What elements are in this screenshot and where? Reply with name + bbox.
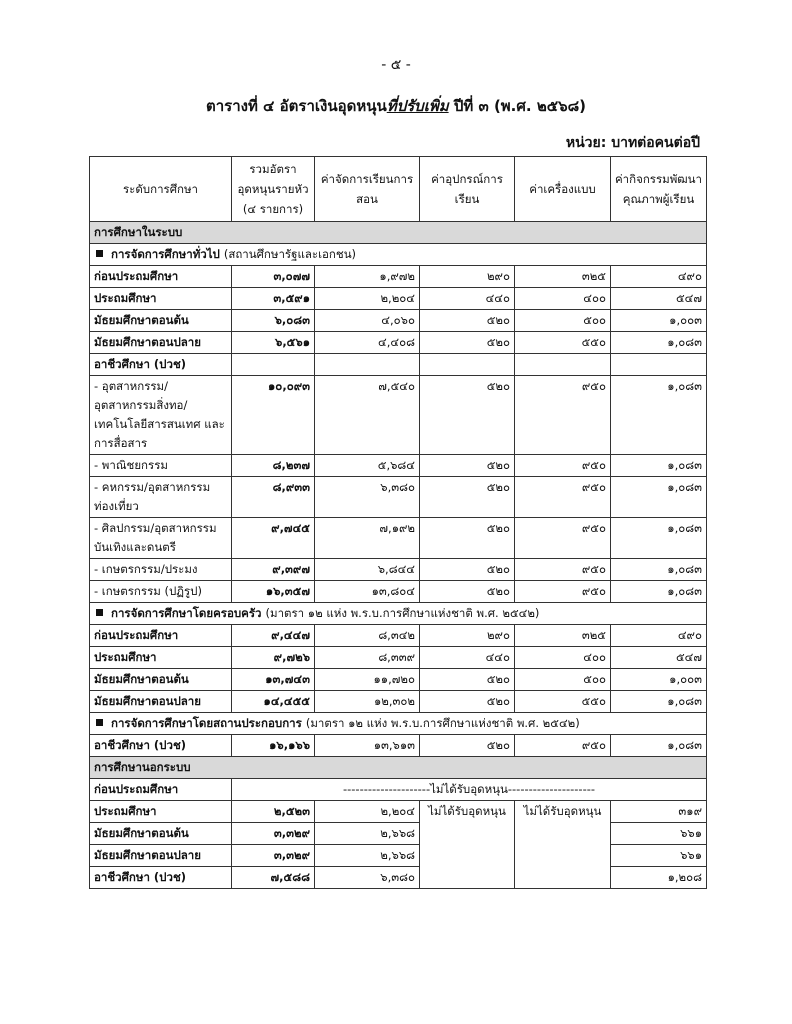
cell-total: ๓,๓๒๙ xyxy=(232,823,315,845)
subsection-general xyxy=(90,244,707,266)
row-level: ก่อนประถมศึกษา xyxy=(90,779,232,801)
cell-activities: ๑,๐๘๓ xyxy=(611,691,707,713)
cell-activities: ๓๑๙ xyxy=(611,801,707,823)
subsection-family-title: การจัดการศึกษาโดยครอบครัว xyxy=(111,606,262,620)
row-level: - เกษตรกรรม (ปฏิรูป) xyxy=(90,581,232,603)
cell-tuition: ๒,๖๖๘ xyxy=(315,823,420,845)
table-row xyxy=(90,518,707,559)
materials-not-funded: ไม่ได้รับอุดหนุน xyxy=(420,801,515,889)
cell-total: ๑๓,๗๔๓ xyxy=(232,669,315,691)
cell-materials: ๕๒๐ xyxy=(420,735,515,757)
cell-activities: ๑,๐๘๓ xyxy=(611,455,707,477)
cell-total: ๘,๙๓๓ xyxy=(232,477,315,518)
uniform-not-funded: ไม่ได้รับอุดหนุน xyxy=(515,801,611,889)
row-level: อาชีวศึกษา (ปวช) xyxy=(90,735,232,757)
empty-cell xyxy=(315,354,420,376)
section-formal-label: การศึกษาในระบบ xyxy=(90,222,707,244)
table-row xyxy=(90,288,707,310)
header-activities: ค่ากิจกรรมพัฒนาคุณภาพผู้เรียน xyxy=(611,157,707,222)
cell-total: ๑๖,๑๖๖ xyxy=(232,735,315,757)
cell-uniform: ๙๕๐ xyxy=(515,376,611,455)
title-suffix: ปีที่ ๓ (พ.ศ. ๒๕๖๘) xyxy=(448,97,587,115)
header-level: ระดับการศึกษา xyxy=(90,157,232,222)
cell-uniform: ๙๕๐ xyxy=(515,455,611,477)
subsection-family-label xyxy=(90,603,707,625)
cell-uniform: ๔๐๐ xyxy=(515,288,611,310)
cell-activities: ๑,๐๘๓ xyxy=(611,735,707,757)
row-level: ก่อนประถมศึกษา xyxy=(90,625,232,647)
cell-tuition: ๒,๖๖๘ xyxy=(315,845,420,867)
cell-materials: ๕๒๐ xyxy=(420,518,515,559)
cell-uniform: ๓๒๕ xyxy=(515,625,611,647)
cell-tuition: ๘,๓๓๙ xyxy=(315,647,420,669)
cell-tuition: ๗,๕๔๐ xyxy=(315,376,420,455)
cell-total: ๖,๕๖๑ xyxy=(232,332,315,354)
header-materials: ค่าอุปกรณ์การเรียน xyxy=(420,157,515,222)
table-row xyxy=(90,669,707,691)
cell-tuition: ๔,๔๐๘ xyxy=(315,332,420,354)
cell-activities: ๕๔๗ xyxy=(611,647,707,669)
subsection-family xyxy=(90,603,707,625)
cell-materials: ๕๒๐ xyxy=(420,376,515,455)
cell-tuition: ๑๓,๖๑๓ xyxy=(315,735,420,757)
cell-materials: ๕๒๐ xyxy=(420,455,515,477)
cell-tuition: ๘,๓๔๒ xyxy=(315,625,420,647)
header-total xyxy=(232,157,315,222)
row-level: มัธยมศึกษาตอนปลาย xyxy=(90,332,232,354)
cell-total: ๙,๔๔๗ xyxy=(232,625,315,647)
cell-materials: ๒๙๐ xyxy=(420,266,515,288)
nonformal-preschool-row xyxy=(90,779,707,801)
row-level: ก่อนประถมศึกษา xyxy=(90,266,232,288)
table-row xyxy=(90,332,707,354)
subsidy-table xyxy=(89,156,707,889)
subsection-general-title: การจัดการศึกษาทั่วไป xyxy=(111,247,220,261)
not-funded-note: ---------------------ไม่ได้รับอุดหนุน--------------------- xyxy=(232,779,707,801)
cell-uniform: ๕๐๐ xyxy=(515,669,611,691)
bullet-square xyxy=(96,719,103,726)
cell-tuition: ๒,๒๐๔ xyxy=(315,288,420,310)
cell-activities: ๑,๐๐๓ xyxy=(611,310,707,332)
cell-total: ๙,๗๔๕ xyxy=(232,518,315,559)
cell-activities: ๑,๐๘๓ xyxy=(611,332,707,354)
table-row xyxy=(90,477,707,518)
cell-activities: ๔๙๐ xyxy=(611,625,707,647)
table-row xyxy=(90,823,707,845)
table-row xyxy=(90,625,707,647)
row-level: มัธยมศึกษาตอนต้น xyxy=(90,823,232,845)
cell-materials: ๒๙๐ xyxy=(420,625,515,647)
empty-cell xyxy=(232,354,315,376)
cell-materials: ๔๔๐ xyxy=(420,288,515,310)
cell-uniform: ๕๕๐ xyxy=(515,332,611,354)
cell-activities: ๑,๐๘๓ xyxy=(611,477,707,518)
cell-total: ๑๖,๓๕๗ xyxy=(232,581,315,603)
page-number: - ๕ - xyxy=(381,57,411,73)
header-uniform: ค่าเครื่องแบบ xyxy=(515,157,611,222)
cell-uniform: ๙๕๐ xyxy=(515,477,611,518)
cell-total: ๘,๒๓๗ xyxy=(232,455,315,477)
table-row xyxy=(90,647,707,669)
row-level: ประถมศึกษา xyxy=(90,801,232,823)
row-level: มัธยมศึกษาตอนต้น xyxy=(90,310,232,332)
bullet-square xyxy=(96,250,103,257)
cell-uniform: ๙๕๐ xyxy=(515,559,611,581)
row-level: อาชีวศึกษา (ปวช) xyxy=(90,867,232,889)
subsection-general-note: (สถานศึกษารัฐและเอกชน) xyxy=(223,247,357,261)
table-row xyxy=(90,310,707,332)
cell-uniform: ๕๐๐ xyxy=(515,310,611,332)
cell-tuition: ๖,๘๔๔ xyxy=(315,559,420,581)
cell-total: ๗,๕๘๘ xyxy=(232,867,315,889)
table-row xyxy=(90,845,707,867)
table-row xyxy=(90,581,707,603)
cell-total: ๙,๓๙๗ xyxy=(232,559,315,581)
cell-uniform: ๙๕๐ xyxy=(515,735,611,757)
cell-tuition: ๔,๐๖๐ xyxy=(315,310,420,332)
row-level: - อุตสาหกรรม/อุตสาหกรรมสิ่งทอ/เทคโนโลยีสารสนเทศ และการสื่อสาร xyxy=(90,376,232,455)
cell-total: ๖,๐๘๓ xyxy=(232,310,315,332)
row-level: - คหกรรม/อุตสาหกรรมท่องเที่ยว xyxy=(90,477,232,518)
table-row xyxy=(90,559,707,581)
cell-materials: ๕๒๐ xyxy=(420,669,515,691)
cell-total: ๓,๕๙๑ xyxy=(232,288,315,310)
cell-total: ๑๔,๔๕๕ xyxy=(232,691,315,713)
cell-uniform: ๕๕๐ xyxy=(515,691,611,713)
cell-activities: ๑,๒๐๘ xyxy=(611,867,707,889)
cell-tuition: ๖,๓๘๐ xyxy=(315,867,420,889)
cell-materials: ๕๒๐ xyxy=(420,477,515,518)
cell-activities: ๑,๐๘๓ xyxy=(611,518,707,559)
cell-activities: ๑,๐๘๓ xyxy=(611,559,707,581)
title-emphasis: ที่ปรับเพิ่ม xyxy=(386,97,449,115)
cell-tuition: ๕,๖๘๔ xyxy=(315,455,420,477)
cell-tuition: ๑,๙๗๒ xyxy=(315,266,420,288)
row-level: มัธยมศึกษาตอนปลาย xyxy=(90,691,232,713)
header-total-label: รวมอัตราอุดหนุนรายหัว xyxy=(237,162,309,196)
table-row xyxy=(90,691,707,713)
cell-materials: ๕๒๐ xyxy=(420,310,515,332)
subsection-general-label xyxy=(90,244,707,266)
cell-tuition: ๑๓,๘๐๔ xyxy=(315,581,420,603)
cell-materials: ๕๒๐ xyxy=(420,332,515,354)
row-level: มัธยมศึกษาตอนปลาย xyxy=(90,845,232,867)
cell-uniform: ๓๒๕ xyxy=(515,266,611,288)
cell-activities: ๔๙๐ xyxy=(611,266,707,288)
row-level: มัธยมศึกษาตอนต้น xyxy=(90,669,232,691)
subsection-enterprise-label xyxy=(90,713,707,735)
vocational-heading-row xyxy=(90,354,707,376)
header-row xyxy=(90,157,707,222)
cell-materials: ๔๔๐ xyxy=(420,647,515,669)
cell-tuition: ๑๑,๗๒๐ xyxy=(315,669,420,691)
cell-activities: ๕๔๗ xyxy=(611,288,707,310)
cell-total: ๑๐,๐๙๓ xyxy=(232,376,315,455)
cell-uniform: ๙๕๐ xyxy=(515,518,611,559)
table-row xyxy=(90,735,707,757)
cell-activities: ๖๖๑ xyxy=(611,845,707,867)
cell-total: ๙,๗๒๖ xyxy=(232,647,315,669)
cell-materials: ๕๒๐ xyxy=(420,691,515,713)
cell-uniform: ๙๕๐ xyxy=(515,581,611,603)
cell-total: ๓,๐๗๗ xyxy=(232,266,315,288)
section-formal xyxy=(90,222,707,244)
row-level: - พาณิชยกรรม xyxy=(90,455,232,477)
cell-uniform: ๔๐๐ xyxy=(515,647,611,669)
cell-total: ๓,๓๒๙ xyxy=(232,845,315,867)
table-row xyxy=(90,801,707,823)
section-nonformal-label: การศึกษานอกระบบ xyxy=(90,757,707,779)
subsection-enterprise xyxy=(90,713,707,735)
row-level: - เกษตรกรรม/ประมง xyxy=(90,559,232,581)
cell-activities: ๖๖๑ xyxy=(611,823,707,845)
cell-tuition: ๑๒,๓๐๒ xyxy=(315,691,420,713)
table-row xyxy=(90,266,707,288)
table-row xyxy=(90,455,707,477)
section-nonformal xyxy=(90,757,707,779)
row-level: ประถมศึกษา xyxy=(90,288,232,310)
title-prefix: ตารางที่ ๔ อัตราเงินอุดหนุน xyxy=(205,97,387,115)
table-row xyxy=(90,376,707,455)
empty-cell xyxy=(420,354,515,376)
page-title xyxy=(0,94,792,118)
vocational-heading: อาชีวศึกษา (ปวช) xyxy=(90,354,232,376)
table-row xyxy=(90,867,707,889)
empty-cell xyxy=(611,354,707,376)
subsection-enterprise-note: (มาตรา ๑๒ แห่ง พ.ร.บ.การศึกษาแห่งชาติ พ.ศ. ๒๕๔๒) xyxy=(305,716,580,730)
unit-label: หน่วย: บาทต่อคนต่อปี xyxy=(565,135,700,151)
subsection-enterprise-title: การจัดการศึกษาโดยสถานประกอบการ xyxy=(111,716,302,730)
cell-activities: ๑,๐๘๓ xyxy=(611,581,707,603)
empty-cell xyxy=(515,354,611,376)
cell-total: ๒,๕๒๓ xyxy=(232,801,315,823)
cell-activities: ๑,๐๘๓ xyxy=(611,376,707,455)
subsection-family-note: (มาตรา ๑๒ แห่ง พ.ร.บ.การศึกษาแห่งชาติ พ.ศ. ๒๕๔๒) xyxy=(265,606,540,620)
cell-materials: ๕๒๐ xyxy=(420,559,515,581)
cell-materials: ๕๒๐ xyxy=(420,581,515,603)
row-level: - ศิลปกรรม/อุตสาหกรรมบันเทิงและดนตรี xyxy=(90,518,232,559)
header-tuition: ค่าจัดการเรียนการสอน xyxy=(315,157,420,222)
cell-tuition: ๖,๓๘๐ xyxy=(315,477,420,518)
cell-activities: ๑,๐๐๓ xyxy=(611,669,707,691)
cell-tuition: ๗,๑๙๒ xyxy=(315,518,420,559)
row-level: ประถมศึกษา xyxy=(90,647,232,669)
bullet-square xyxy=(96,609,103,616)
cell-tuition: ๒,๒๐๔ xyxy=(315,801,420,823)
header-total-note: (๔ รายการ) xyxy=(242,202,304,216)
